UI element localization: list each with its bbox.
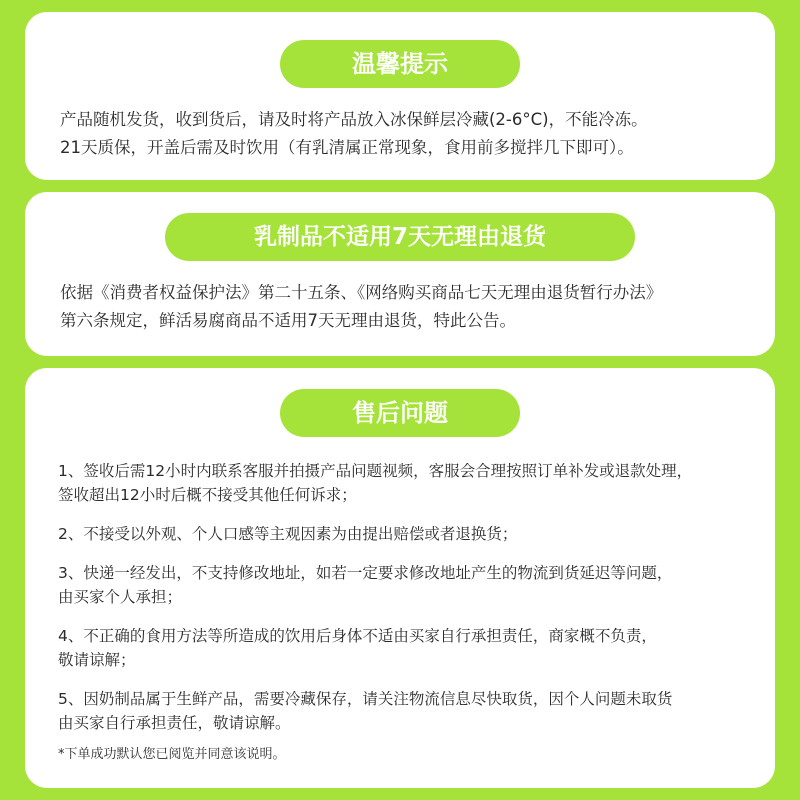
- returns-line-2: 第六条规定，鲜活易腐商品不适用7天无理由退货，特此公告。: [60, 311, 516, 330]
- aftersales-item-line: 签收超出12小时后概不接受其他任何诉求；: [58, 486, 357, 504]
- aftersales-item-line: 5、因奶制品属于生鲜产品，需要冷藏保存，请关注物流信息尽快取货，因个人问题未取货: [58, 690, 673, 708]
- returns-policy-card: [25, 192, 775, 356]
- notice-title-pill: 温馨提示: [280, 40, 520, 88]
- aftersales-item-line: 敬请谅解；: [58, 651, 136, 669]
- aftersales-item-line: 3、快递一经发出，不支持修改地址，如若一定要求修改地址产生的物流到货延迟等问题，: [58, 564, 673, 582]
- aftersales-item-line: 4、不正确的食用方法等所造成的饮用后身体不适由买家自行承担责任，商家概不负责，: [58, 627, 657, 645]
- aftersales-item: [58, 561, 757, 609]
- aftersales-item: [58, 687, 757, 735]
- aftersales-item-line: 由买家个人承担；: [58, 588, 183, 606]
- notice-text: [60, 106, 755, 162]
- notice-line-1: 产品随机发货，收到货后，请及时将产品放入冰保鲜层冷藏(2-6°C)，不能冷冻。: [60, 110, 648, 129]
- aftersales-item-line: 1、签收后需12小时内联系客服并拍摄产品问题视频，客服会合理按照订单补发或退款处理，: [58, 462, 693, 480]
- aftersales-item: [58, 459, 757, 507]
- returns-line-1: 依据《消费者权益保护法》第二十五条、《网络购买商品七天无理由退货暂行办法》: [60, 283, 663, 302]
- returns-text: [60, 279, 755, 335]
- aftersales-item-line: 2、不接受以外观、个人口感等主观因素为由提出赔偿或者退换货；: [58, 525, 518, 543]
- notice-line-2: 21天质保，开盖后需及时饮用（有乳清属正常现象，食用前多搅拌几下即可）。: [60, 138, 634, 157]
- aftersales-title-pill: 售后问题: [280, 389, 520, 437]
- returns-title-pill: 乳制品不适用7天无理由退货: [165, 213, 635, 261]
- footnote: *下单成功默认您已阅览并同意该说明。: [58, 747, 286, 762]
- aftersales-list: [58, 459, 757, 750]
- aftersales-item-line: 由买家自行承担责任，敬请谅解。: [58, 714, 291, 732]
- aftersales-card: [25, 368, 775, 788]
- aftersales-item: [58, 624, 757, 672]
- aftersales-item: [58, 522, 757, 546]
- notice-card: [25, 12, 775, 180]
